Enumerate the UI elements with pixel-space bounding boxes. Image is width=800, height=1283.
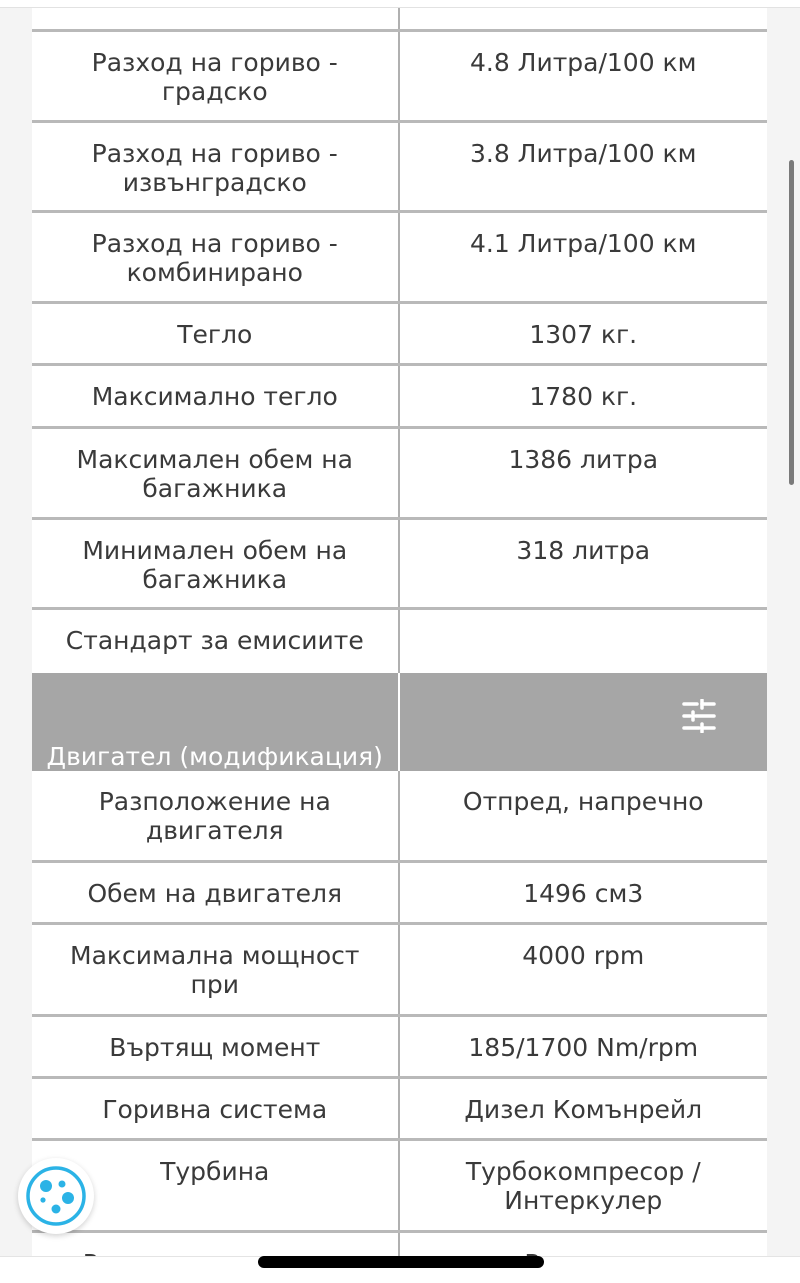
home-indicator[interactable] bbox=[258, 1256, 544, 1268]
spec-value: 1307 кг. bbox=[529, 320, 638, 349]
table-row bbox=[32, 771, 767, 863]
vertical-scrollbar[interactable] bbox=[789, 160, 794, 485]
spec-label: Въртящ момент bbox=[32, 1017, 400, 1076]
spec-label: Обем на двигателя bbox=[32, 863, 400, 922]
spec-value: Дизел Комънрейл bbox=[464, 1095, 703, 1124]
spec-label: Турбина bbox=[32, 1141, 400, 1230]
spec-value: 1386 литра bbox=[508, 445, 659, 474]
spec-value: Отпред, напречно bbox=[462, 787, 704, 816]
floating-action-button[interactable] bbox=[18, 1158, 94, 1234]
table-row bbox=[32, 32, 767, 123]
table-row bbox=[32, 429, 767, 520]
spec-label: Разход на гориво - градско bbox=[32, 32, 400, 120]
top-status-strip bbox=[0, 0, 800, 8]
spec-label: Максимално тегло bbox=[32, 366, 400, 426]
filter-button[interactable] bbox=[400, 673, 768, 771]
table-row bbox=[32, 304, 767, 366]
spec-label: Тегло bbox=[32, 304, 400, 363]
table-row bbox=[32, 610, 767, 673]
sliders-icon bbox=[681, 699, 717, 733]
table-row bbox=[32, 123, 767, 213]
table-row bbox=[32, 863, 767, 925]
spec-value: 4000 rpm bbox=[522, 941, 645, 970]
spec-label: Максимален обем на багажника bbox=[32, 429, 400, 517]
spec-label: Минимален обем на багажника bbox=[32, 520, 400, 607]
spec-value: 4.8 Литра/100 км bbox=[469, 48, 697, 77]
section-title: Двигател (модификация) bbox=[32, 673, 400, 771]
spec-value: 4.1 Литра/100 км bbox=[469, 229, 697, 258]
spec-label: Разположение на двигателя bbox=[32, 771, 400, 860]
spec-label: Разход на гориво - извънградско bbox=[32, 123, 400, 210]
table-row bbox=[32, 366, 767, 429]
table-row bbox=[32, 213, 767, 304]
spec-label: Разход на гориво - комбинирано bbox=[32, 213, 400, 301]
spec-label: Стандарт за емисиите bbox=[32, 610, 400, 673]
table-row bbox=[32, 520, 767, 610]
specs-table bbox=[32, 0, 767, 1283]
spec-value bbox=[400, 610, 768, 673]
spec-value: 318 литра bbox=[516, 536, 651, 565]
spec-value: 185/1700 Nm/rpm bbox=[468, 1033, 699, 1062]
spec-value: 1496 см3 bbox=[523, 879, 644, 908]
spec-label: Максимална мощност при bbox=[32, 925, 400, 1014]
spec-value: 1780 кг. bbox=[529, 382, 638, 411]
bubbles-icon bbox=[24, 1164, 88, 1228]
table-row bbox=[32, 925, 767, 1017]
spec-value: Турбокомпресор / Интеркулер bbox=[465, 1157, 701, 1215]
table-row bbox=[32, 1141, 767, 1233]
spec-label: Горивна система bbox=[32, 1079, 400, 1138]
table-row bbox=[32, 1079, 767, 1141]
spec-value: 3.8 Литра/100 км bbox=[469, 139, 697, 168]
section-header-engine[interactable] bbox=[32, 673, 767, 771]
table-row bbox=[32, 1017, 767, 1079]
